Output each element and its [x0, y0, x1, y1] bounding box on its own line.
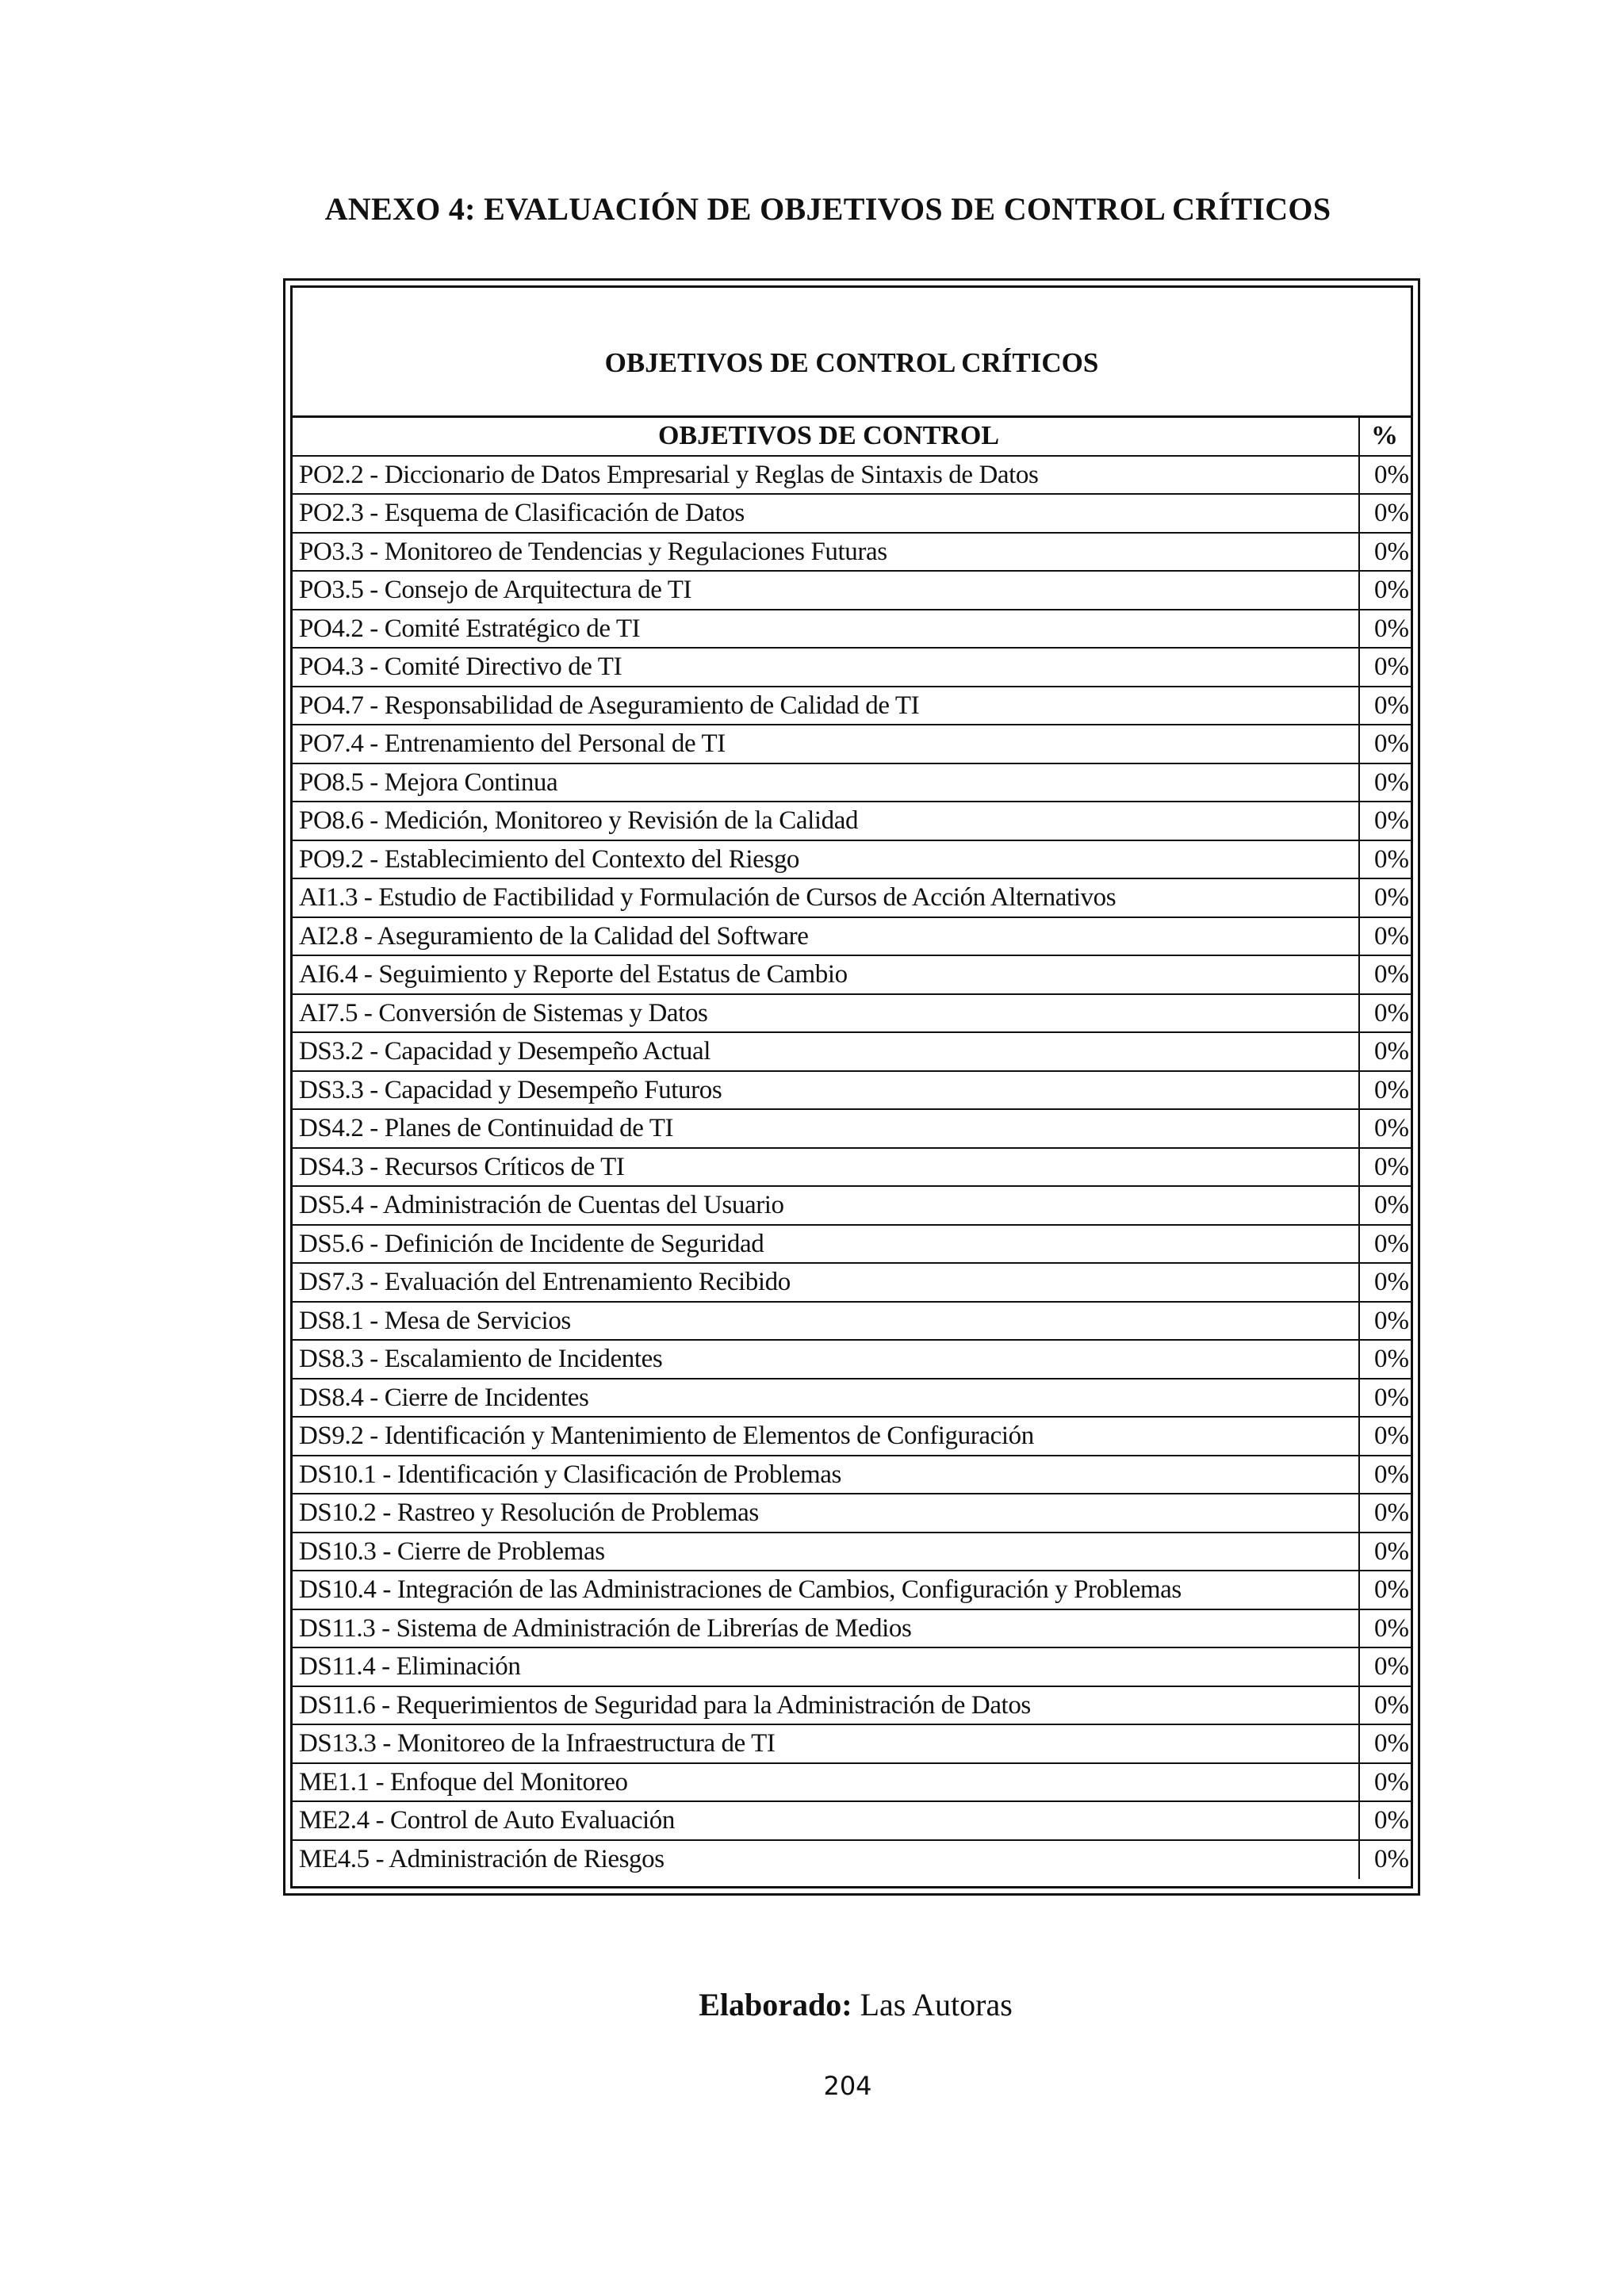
objective-cell: ME1.1 - Enfoque del Monitoreo [293, 1764, 1360, 1801]
table-row [293, 1226, 1411, 1265]
objective-cell: AI6.4 - Seguimiento y Reporte del Estatus de Cambio [293, 956, 1360, 993]
table-row [293, 1571, 1411, 1610]
credit-label: Elaborado: [699, 1987, 852, 2022]
percent-cell: 0% [1374, 729, 1409, 758]
objective-cell: ME4.5 - Administración de Riesgos [293, 1841, 1360, 1880]
objective-cell: DS4.2 - Planes de Continuidad de TI [293, 1110, 1360, 1147]
percent-cell: 0% [1374, 1229, 1409, 1258]
table-row [293, 1072, 1411, 1111]
percent-cell: 0% [1374, 1844, 1409, 1873]
table-row [293, 995, 1411, 1034]
control-objectives-table [283, 278, 1420, 1896]
objective-cell: PO9.2 - Establecimiento del Contexto del Riesgo [293, 841, 1360, 878]
objective-cell: DS10.4 - Integración de las Administraciones de Cambios, Configuración y Problemas [293, 1571, 1360, 1609]
percent-cell: 0% [1374, 1306, 1409, 1335]
percent-cell: 0% [1374, 1037, 1409, 1066]
objective-cell: PO4.7 - Responsabilidad de Aseguramiento de Calidad de TI [293, 687, 1360, 725]
objective-cell: PO8.5 - Mejora Continua [293, 764, 1360, 802]
percent-cell: 0% [1374, 1575, 1409, 1604]
table-row [293, 1187, 1411, 1226]
objective-cell: AI2.8 - Aseguramiento de la Calidad del Software [293, 918, 1360, 955]
table-row [293, 918, 1411, 957]
objective-cell: DS10.3 - Cierre de Problemas [293, 1533, 1360, 1571]
percent-cell: 0% [1374, 460, 1409, 489]
objective-cell: ME2.4 - Control de Auto Evaluación [293, 1802, 1360, 1839]
percent-cell: 0% [1374, 1075, 1409, 1104]
objective-cell: AI7.5 - Conversión de Sistemas y Datos [293, 995, 1360, 1032]
percent-cell: 0% [1374, 652, 1409, 681]
objective-cell: PO8.6 - Medición, Monitoreo y Revisión de la Calidad [293, 802, 1360, 840]
table-row [293, 1533, 1411, 1572]
credit-line [0, 1986, 1624, 2023]
column-header-percent: % [1371, 421, 1398, 450]
percent-cell: 0% [1374, 883, 1409, 912]
table-row [293, 1841, 1411, 1880]
percent-cell: 0% [1374, 1191, 1409, 1219]
objective-cell: DS11.6 - Requerimientos de Seguridad para la Administración de Datos [293, 1687, 1360, 1724]
table-row [293, 1764, 1411, 1803]
objective-cell: DS8.3 - Escalamiento de Incidentes [293, 1341, 1360, 1378]
objective-cell: DS9.2 - Identificación y Mantenimiento de Elementos de Configuración [293, 1418, 1360, 1455]
percent-cell: 0% [1374, 1536, 1409, 1566]
percent-cell: 0% [1374, 1613, 1409, 1643]
objective-cell: DS4.3 - Recursos Críticos de TI [293, 1149, 1360, 1186]
percent-cell: 0% [1374, 614, 1409, 643]
objective-cell: DS13.3 - Monitoreo de la Infraestructura de TI [293, 1725, 1360, 1762]
table-row [293, 649, 1411, 687]
percent-cell: 0% [1374, 691, 1409, 720]
objective-cell: DS5.4 - Administración de Cuentas del Usuario [293, 1187, 1360, 1224]
objective-cell: AI1.3 - Estudio de Factibilidad y Formulación de Cursos de Acción Alternativos [293, 879, 1360, 916]
table-row [293, 1264, 1411, 1303]
table-row [293, 841, 1411, 880]
objective-cell: PO4.3 - Comité Directivo de TI [293, 649, 1360, 686]
objective-cell: PO2.3 - Esquema de Clasificación de Datos [293, 495, 1360, 532]
percent-cell: 0% [1374, 844, 1409, 874]
percent-cell: 0% [1374, 767, 1409, 797]
percent-cell: 0% [1374, 499, 1409, 527]
table-row [293, 1341, 1411, 1380]
table-grid [293, 418, 1411, 1886]
credit-value: Las Autoras [852, 1987, 1013, 2022]
percent-cell: 0% [1374, 1690, 1409, 1720]
percent-cell: 0% [1374, 1460, 1409, 1489]
table-row [293, 1648, 1411, 1687]
objective-cell: DS10.2 - Rastreo y Resolución de Problemas [293, 1494, 1360, 1532]
table-row [293, 572, 1411, 610]
percent-cell: 0% [1374, 1152, 1409, 1181]
percent-cell: 0% [1374, 806, 1409, 835]
objective-cell: PO3.5 - Consejo de Arquitectura de TI [293, 572, 1360, 609]
table-row [293, 1033, 1411, 1072]
table-row [293, 1149, 1411, 1188]
table-row [293, 1380, 1411, 1418]
percent-cell: 0% [1374, 1345, 1409, 1373]
percent-cell: 0% [1374, 1806, 1409, 1835]
table-row [293, 534, 1411, 572]
table-row [293, 956, 1411, 995]
percent-cell: 0% [1374, 537, 1409, 566]
objective-cell: DS11.3 - Sistema de Administración de Librerías de Medios [293, 1610, 1360, 1647]
objective-cell: DS5.6 - Definición de Incidente de Seguridad [293, 1226, 1360, 1263]
table-row [293, 764, 1411, 803]
table-row [293, 802, 1411, 841]
column-header-objectives: OBJETIVOS DE CONTROL [293, 418, 1360, 455]
table-row [293, 1494, 1411, 1533]
table-row [293, 1456, 1411, 1495]
table-row [293, 687, 1411, 726]
table-row [293, 495, 1411, 534]
percent-cell: 0% [1374, 960, 1409, 989]
table-row [293, 1610, 1411, 1649]
table-row [293, 1418, 1411, 1456]
table-row [293, 1303, 1411, 1341]
table-inner-border [290, 285, 1413, 1888]
percent-cell: 0% [1374, 1767, 1409, 1797]
objective-cell: DS8.4 - Cierre de Incidentes [293, 1380, 1360, 1417]
objective-cell: PO2.2 - Diccionario de Datos Empresarial y Reglas de Sintaxis de Datos [293, 457, 1360, 494]
table-row [293, 457, 1411, 496]
percent-cell: 0% [1374, 1729, 1409, 1758]
percent-cell: 0% [1374, 921, 1409, 951]
percent-cell: 0% [1374, 1268, 1409, 1296]
objective-cell: DS3.3 - Capacidad y Desempeño Futuros [293, 1072, 1360, 1109]
percent-cell: 0% [1374, 1114, 1409, 1142]
objective-cell: PO4.2 - Comité Estratégico de TI [293, 610, 1360, 648]
table-row [293, 1725, 1411, 1764]
percent-cell: 0% [1374, 998, 1409, 1027]
objective-cell: PO3.3 - Monitoreo de Tendencias y Regulaciones Futuras [293, 534, 1360, 571]
table-caption: OBJETIVOS DE CONTROL CRÍTICOS [293, 288, 1411, 418]
percent-cell: 0% [1374, 576, 1409, 604]
table-row [293, 1802, 1411, 1841]
table-header-row [293, 418, 1411, 457]
objective-cell: DS10.1 - Identificación y Clasificación de Problemas [293, 1456, 1360, 1494]
page-number: 204 [823, 2071, 872, 2101]
percent-cell: 0% [1374, 1422, 1409, 1450]
objective-cell: DS7.3 - Evaluación del Entrenamiento Recibido [293, 1264, 1360, 1301]
objective-cell: DS3.2 - Capacidad y Desempeño Actual [293, 1033, 1360, 1070]
objective-cell: DS8.1 - Mesa de Servicios [293, 1303, 1360, 1340]
table-row [293, 725, 1411, 764]
table-row [293, 1687, 1411, 1726]
table-row [293, 1110, 1411, 1149]
table-row [293, 879, 1411, 918]
table-row [293, 610, 1411, 649]
percent-cell: 0% [1374, 1498, 1409, 1527]
objective-cell: DS11.4 - Eliminación [293, 1648, 1360, 1686]
objective-cell: PO7.4 - Entrenamiento del Personal de TI [293, 725, 1360, 763]
percent-cell: 0% [1374, 1652, 1409, 1681]
page-title: ANEXO 4: EVALUACIÓN DE OBJETIVOS DE CONTROL CRÍTICOS [324, 191, 1331, 227]
percent-cell: 0% [1374, 1383, 1409, 1412]
